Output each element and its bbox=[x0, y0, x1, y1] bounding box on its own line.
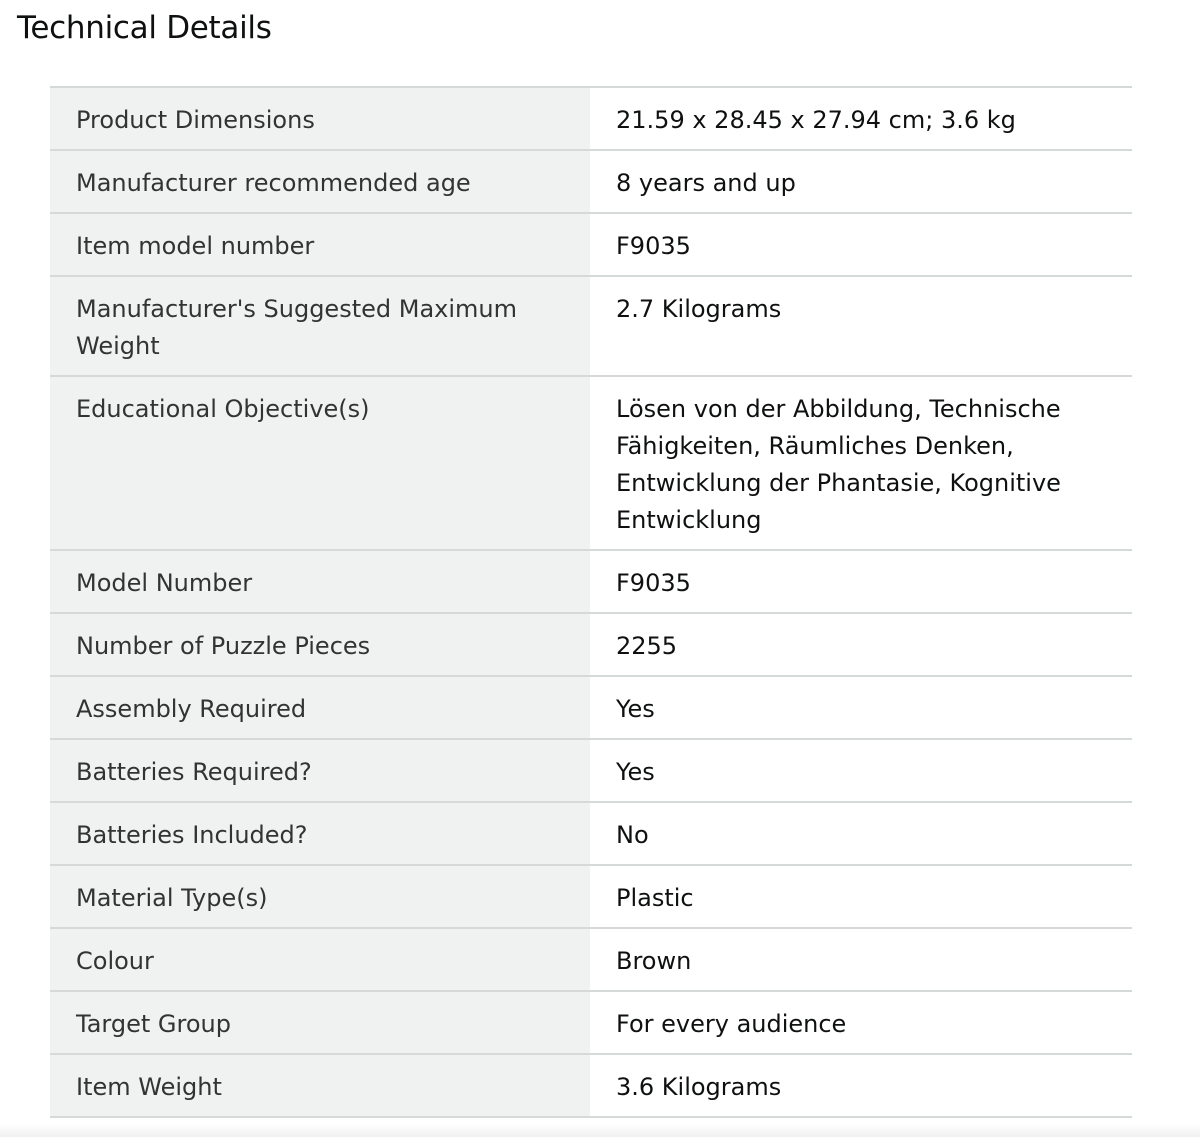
table-row bbox=[50, 376, 1132, 550]
row-value: F9035 bbox=[590, 213, 1132, 276]
row-label: Item model number bbox=[50, 213, 590, 276]
technical-details-table bbox=[50, 86, 1132, 1118]
row-label: Material Type(s) bbox=[50, 865, 590, 928]
table-row bbox=[50, 150, 1132, 213]
row-value: 8 years and up bbox=[590, 150, 1132, 213]
row-label: Educational Objective(s) bbox=[50, 376, 590, 550]
table-row bbox=[50, 276, 1132, 376]
table-row bbox=[50, 928, 1132, 991]
row-value: No bbox=[590, 802, 1132, 865]
row-label: Colour bbox=[50, 928, 590, 991]
row-label: Manufacturer recommended age bbox=[50, 150, 590, 213]
row-label: Number of Puzzle Pieces bbox=[50, 613, 590, 676]
row-label: Target Group bbox=[50, 991, 590, 1054]
table-row bbox=[50, 865, 1132, 928]
table-row bbox=[50, 802, 1132, 865]
table-row bbox=[50, 550, 1132, 613]
row-value: Plastic bbox=[590, 865, 1132, 928]
row-value: 2.7 Kilograms bbox=[590, 276, 1132, 376]
table-row bbox=[50, 991, 1132, 1054]
row-label: Model Number bbox=[50, 550, 590, 613]
row-label: Batteries Required? bbox=[50, 739, 590, 802]
row-value: Yes bbox=[590, 739, 1132, 802]
row-label: Item Weight bbox=[50, 1054, 590, 1117]
row-label: Batteries Included? bbox=[50, 802, 590, 865]
table-row bbox=[50, 676, 1132, 739]
row-value: Brown bbox=[590, 928, 1132, 991]
page-bottom-edge bbox=[0, 1124, 1200, 1137]
table-row bbox=[50, 213, 1132, 276]
row-value: 3.6 Kilograms bbox=[590, 1054, 1132, 1117]
row-value: Yes bbox=[590, 676, 1132, 739]
row-label: Manufacturer's Suggested Maximum Weight bbox=[50, 276, 590, 376]
row-value: Lösen von der Abbildung, Technische Fähigkeiten, Räumliches Denken, Entwicklung der Phantasie, Kognitive Entwicklung bbox=[590, 376, 1132, 550]
row-value: 21.59 x 28.45 x 27.94 cm; 3.6 kg bbox=[590, 87, 1132, 150]
section-title: Technical Details bbox=[17, 10, 272, 46]
table-row bbox=[50, 739, 1132, 802]
row-label: Assembly Required bbox=[50, 676, 590, 739]
table-row bbox=[50, 1054, 1132, 1117]
table-row bbox=[50, 87, 1132, 150]
row-value: For every audience bbox=[590, 991, 1132, 1054]
table-row bbox=[50, 613, 1132, 676]
row-value: 2255 bbox=[590, 613, 1132, 676]
row-label: Product Dimensions bbox=[50, 87, 590, 150]
row-value: F9035 bbox=[590, 550, 1132, 613]
